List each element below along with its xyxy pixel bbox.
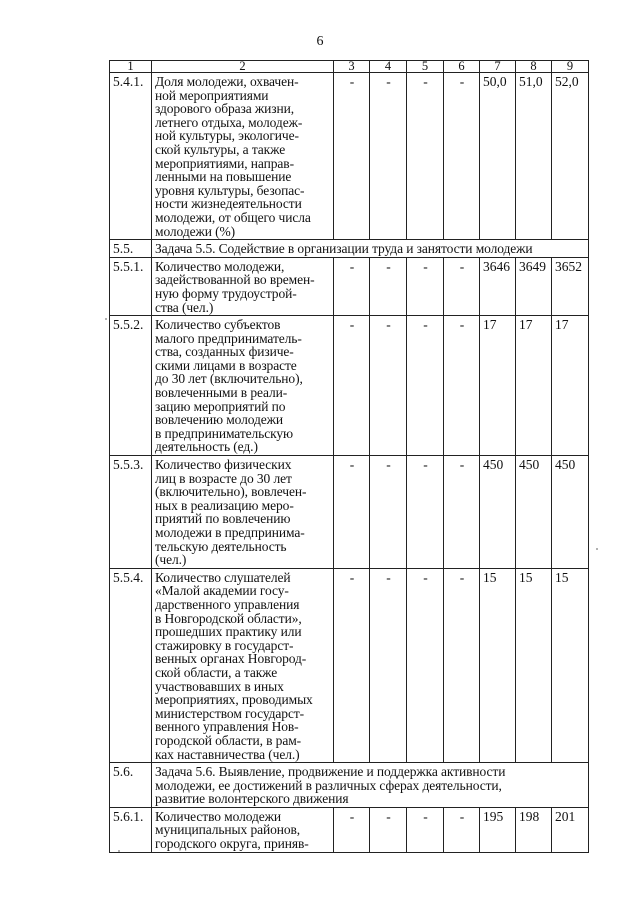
value-cell-c9: 52,0 xyxy=(552,73,589,240)
text-line: «Малой академии госу- xyxy=(155,583,289,599)
indicator-description xyxy=(152,568,334,762)
value-cell-c4: - xyxy=(370,568,407,762)
indicator-description xyxy=(152,316,334,456)
value-cell-c4: - xyxy=(370,456,407,569)
text-line: венных органах Новгород- xyxy=(155,651,307,667)
row-number: 5.6. xyxy=(110,763,152,808)
text-line: мероприятиями, направ- xyxy=(155,155,294,171)
value-cell-c5: - xyxy=(407,568,444,762)
text-line: ной культуры, экологиче- xyxy=(155,128,299,144)
text-line: министерством государст- xyxy=(155,705,305,721)
text-line: (чел.) xyxy=(155,552,187,568)
value-cell-c6: - xyxy=(444,807,480,852)
value-cell-c8: 198 xyxy=(516,807,552,852)
column-number-row xyxy=(110,61,589,73)
text-line: вовлечению молодежи xyxy=(155,412,284,428)
row-number: 5.5.2. xyxy=(110,316,152,456)
value-cell-c5: - xyxy=(407,73,444,240)
page-number: 6 xyxy=(316,34,324,49)
indicator-row xyxy=(110,316,589,456)
text-line: Задача 5.5. Содействие в организации труда и занятости молодежи xyxy=(155,241,533,257)
value-cell-c8: 15 xyxy=(516,568,552,762)
value-cell-c5: - xyxy=(407,807,444,852)
value-cell-c8: 450 xyxy=(516,456,552,569)
text-line: участвовавших в иных xyxy=(155,678,284,694)
column-number: 8 xyxy=(516,61,552,73)
value-cell-c7: 195 xyxy=(480,807,516,852)
value-cell-c3: - xyxy=(334,316,370,456)
row-number: 5.5.4. xyxy=(110,568,152,762)
row-number: 5.6.1. xyxy=(110,807,152,852)
text-line: Количество слушателей xyxy=(155,569,291,585)
text-line: ках наставничества (чел.) xyxy=(155,746,300,762)
text-line: деятельность (ед.) xyxy=(155,439,258,455)
text-line: ской области, а также xyxy=(155,664,278,680)
value-cell-c6: - xyxy=(444,568,480,762)
value-cell-c7: 3646 xyxy=(480,257,516,315)
text-line: ных в реализацию меро- xyxy=(155,497,294,513)
text-line: стажировку в государст- xyxy=(155,637,294,653)
value-cell-c8: 17 xyxy=(516,316,552,456)
value-cell-c7: 15 xyxy=(480,568,516,762)
value-cell-c9: 15 xyxy=(552,568,589,762)
text-line: летнего отдыха, молодеж- xyxy=(155,114,303,130)
text-line: здорового образа жизни, xyxy=(155,101,295,117)
text-line: зацию мероприятий по xyxy=(155,398,286,414)
text-line: городского округа, приняв- xyxy=(155,836,309,852)
value-cell-c9: 17 xyxy=(552,316,589,456)
text-line: (включительно), вовлечен- xyxy=(155,484,307,500)
text-line: дарственного управления xyxy=(155,596,300,612)
scan-speck xyxy=(596,548,598,550)
indicator-description xyxy=(152,257,334,315)
value-cell-c5: - xyxy=(407,456,444,569)
value-cell-c6: - xyxy=(444,73,480,240)
task-row xyxy=(110,763,589,808)
text-line: ства (чел.) xyxy=(155,299,214,315)
text-line: вовлеченными в реали- xyxy=(155,385,288,401)
column-number: 3 xyxy=(334,61,370,73)
text-line: приятий по вовлечению xyxy=(155,511,291,527)
text-line: лиц в возрасте до 30 лет xyxy=(155,470,292,486)
value-cell-c3: - xyxy=(334,568,370,762)
text-line: прошедших практику или xyxy=(155,624,302,640)
value-cell-c4: - xyxy=(370,257,407,315)
value-cell-c6: - xyxy=(444,456,480,569)
text-line: молодежи, ее достижений в различных сферах деятельности, xyxy=(155,777,502,793)
text-line: скими лицами в возрасте xyxy=(155,357,297,373)
value-cell-c7: 17 xyxy=(480,316,516,456)
text-line: молодежи, от общего числа xyxy=(155,209,311,225)
text-line: Задача 5.6. Выявление, продвижение и поддержка активности xyxy=(155,764,506,780)
value-cell-c3: - xyxy=(334,73,370,240)
text-line: Количество молодежи xyxy=(155,808,282,824)
task-row xyxy=(110,240,589,258)
column-number: 9 xyxy=(552,61,589,73)
column-number: 2 xyxy=(152,61,334,73)
text-line: Количество субъектов xyxy=(155,317,281,333)
text-line: развитие волонтерского движения xyxy=(155,791,349,807)
text-line: уровня культуры, безопас- xyxy=(155,182,305,198)
value-cell-c4: - xyxy=(370,316,407,456)
text-line: городской области, в рам- xyxy=(155,732,302,748)
text-line: муниципальных районов, xyxy=(155,822,301,838)
indicator-row xyxy=(110,73,589,240)
text-line: Количество молодежи, xyxy=(155,258,285,274)
text-line: тельскую деятельность xyxy=(155,538,287,554)
text-line: молодежи в предпринима- xyxy=(155,525,305,540)
row-number: 5.5.1. xyxy=(110,257,152,315)
text-line: ную форму трудоустрой- xyxy=(155,285,297,301)
value-cell-c6: - xyxy=(444,257,480,315)
column-number: 6 xyxy=(444,61,480,73)
value-cell-c9: 201 xyxy=(552,807,589,852)
text-line: малого предприниматель- xyxy=(155,330,302,346)
value-cell-c8: 51,0 xyxy=(516,73,552,240)
value-cell-c8: 3649 xyxy=(516,257,552,315)
column-number: 4 xyxy=(370,61,407,73)
text-line: мероприятиях, проводимых xyxy=(155,692,313,708)
scan-speck xyxy=(118,850,120,852)
row-number: 5.4.1. xyxy=(110,73,152,240)
value-cell-c9: 450 xyxy=(552,456,589,569)
value-cell-c7: 450 xyxy=(480,456,516,569)
task-title xyxy=(152,763,589,808)
indicator-description xyxy=(152,807,334,852)
indicator-row xyxy=(110,456,589,569)
indicators-table xyxy=(109,60,589,853)
scan-speck xyxy=(105,318,107,320)
text-line: ской культуры, а также xyxy=(155,141,286,157)
indicator-row xyxy=(110,807,589,852)
value-cell-c7: 50,0 xyxy=(480,73,516,240)
value-cell-c4: - xyxy=(370,807,407,852)
value-cell-c5: - xyxy=(407,316,444,456)
value-cell-c4: - xyxy=(370,73,407,240)
indicator-row xyxy=(110,568,589,762)
text-line: ства, созданных физиче- xyxy=(155,344,294,360)
text-line: ленными на повышение xyxy=(155,169,292,185)
value-cell-c6: - xyxy=(444,316,480,456)
column-number: 7 xyxy=(480,61,516,73)
indicator-row xyxy=(110,257,589,315)
row-number: 5.5.3. xyxy=(110,456,152,569)
task-title xyxy=(152,240,589,258)
value-cell-c3: - xyxy=(334,257,370,315)
text-line: в Новгородской области», xyxy=(155,610,302,626)
value-cell-c9: 3652 xyxy=(552,257,589,315)
text-line: ности жизнедеятельности xyxy=(155,196,302,212)
column-number: 1 xyxy=(110,61,152,73)
value-cell-c3: - xyxy=(334,456,370,569)
text-line: Количество физических xyxy=(155,457,292,473)
indicator-description xyxy=(152,456,334,569)
text-line: в предпринимательскую xyxy=(155,425,294,441)
text-line: до 30 лет (включительно), xyxy=(155,371,303,387)
row-number: 5.5. xyxy=(110,240,152,258)
value-cell-c5: - xyxy=(407,257,444,315)
text-line: ной мероприятиями xyxy=(155,87,269,103)
text-line: задействованной во времен- xyxy=(155,272,315,288)
indicator-description xyxy=(152,73,334,240)
text-line: молодежи (%) xyxy=(155,223,236,239)
text-line: Доля молодежи, охвачен- xyxy=(155,74,299,89)
column-number: 5 xyxy=(407,61,444,73)
text-line: венного управления Нов- xyxy=(155,719,299,735)
value-cell-c3: - xyxy=(334,807,370,852)
